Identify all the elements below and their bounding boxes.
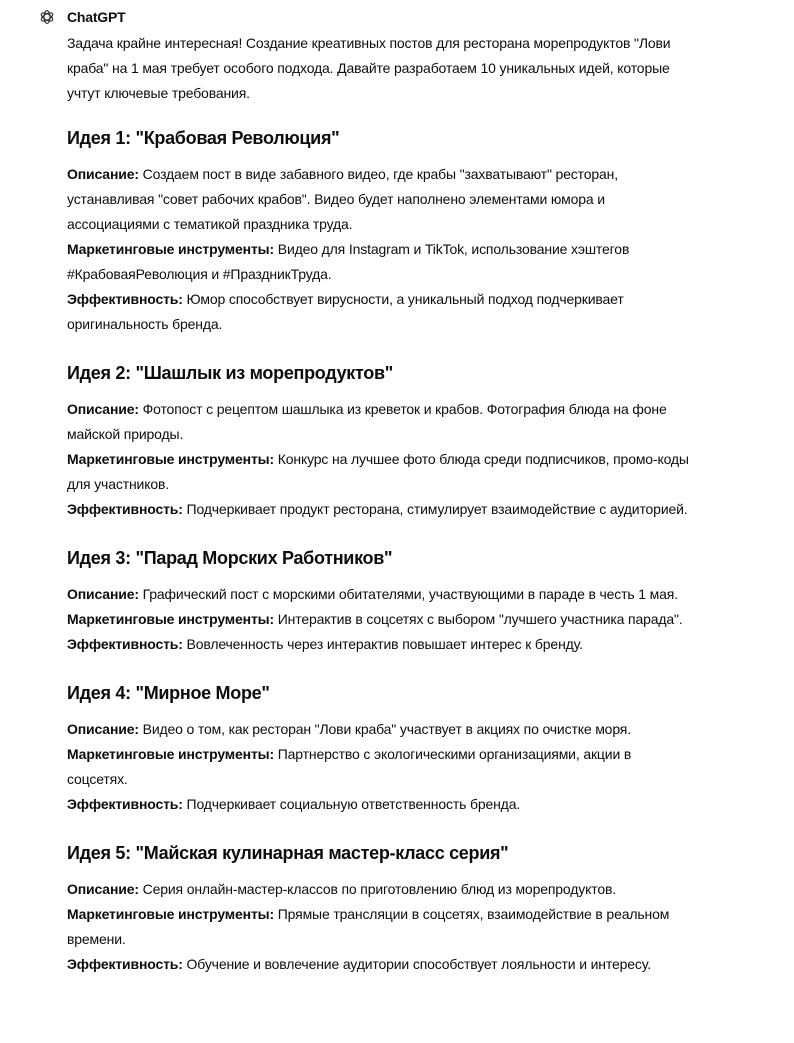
- idea-description: [67, 162, 695, 237]
- marketing-label: Маркетинговые инструменты: [67, 241, 270, 257]
- chatgpt-logo-icon: [38, 8, 56, 26]
- idea-effectiveness: [67, 287, 695, 337]
- label-colon: :: [134, 586, 139, 602]
- marketing-label: Маркетинговые инструменты: [67, 906, 270, 922]
- label-colon: :: [178, 796, 183, 812]
- effectiveness-text: Подчеркивает социальную ответственность бренда.: [186, 796, 521, 812]
- idea-title: Идея 4: "Мирное Море": [67, 683, 270, 703]
- label-colon: :: [178, 956, 183, 972]
- idea-description: [67, 717, 695, 742]
- label-colon: :: [134, 166, 139, 182]
- label-colon: :: [178, 501, 183, 517]
- label-colon: :: [269, 611, 274, 627]
- effectiveness-text: Подчеркивает продукт ресторана, стимулирует взаимодействие с аудиторией.: [186, 501, 688, 517]
- effectiveness-label: Эффективность: [67, 291, 179, 307]
- effectiveness-label: Эффективность: [67, 956, 179, 972]
- idea-marketing: [67, 447, 695, 497]
- marketing-label: Маркетинговые инструменты: [67, 611, 270, 627]
- idea-title: Идея 3: "Парад Морских Работников": [67, 548, 393, 568]
- marketing-text: Партнерство с экологическими организациями, акции в соцсетях.: [67, 746, 632, 787]
- idea-marketing: [67, 607, 695, 632]
- marketing-text: Конкурс на лучшее фото блюда среди подписчиков, промо-коды для участников.: [67, 451, 689, 492]
- label-colon: :: [178, 636, 183, 652]
- author-name: ChatGPT: [67, 9, 126, 25]
- label-colon: :: [134, 401, 139, 417]
- idea-title: Идея 1: "Крабовая Революция": [67, 128, 340, 148]
- intro-paragraph: Задача крайне интересная! Создание креативных постов для ресторана морепродуктов "Лови краба" на 1 мая требует особого подхода. Давайте разработаем 10 уникальных идей, которые учтут ключевые требования.: [67, 35, 671, 101]
- description-text: Фотопост с рецептом шашлыка из креветок и крабов. Фотография блюда на фоне майской природы.: [67, 401, 667, 442]
- message-content: [67, 31, 695, 977]
- idea-section: [67, 679, 695, 817]
- effectiveness-label: Эффективность: [67, 796, 179, 812]
- idea-section: [67, 839, 695, 977]
- effectiveness-label: Эффективность: [67, 501, 179, 517]
- effectiveness-label: Эффективность: [67, 636, 179, 652]
- description-label: Описание: [67, 166, 135, 182]
- idea-marketing: [67, 742, 695, 792]
- description-text: Видео о том, как ресторан "Лови краба" участвует в акциях по очистке моря.: [142, 721, 631, 737]
- idea-effectiveness: [67, 952, 695, 977]
- idea-description: [67, 397, 695, 447]
- marketing-text: Видео для Instagram и TikTok, использование хэштегов #КрабоваяРеволюция и #ПраздникТруда.: [67, 241, 630, 282]
- idea-effectiveness: [67, 792, 695, 817]
- label-colon: :: [134, 721, 139, 737]
- description-label: Описание: [67, 881, 135, 897]
- label-colon: :: [134, 881, 139, 897]
- effectiveness-text: Юмор способствует вирусности, а уникальный подход подчеркивает оригинальность бренда.: [67, 291, 624, 332]
- effectiveness-text: Обучение и вовлечение аудитории способствует лояльности и интересу.: [186, 956, 651, 972]
- idea-section: [67, 359, 695, 522]
- idea-marketing: [67, 237, 695, 287]
- description-text: Серия онлайн-мастер-классов по приготовлению блюд из морепродуктов.: [142, 881, 617, 897]
- description-label: Описание: [67, 401, 135, 417]
- idea-effectiveness: [67, 497, 695, 522]
- idea-description: [67, 582, 695, 607]
- effectiveness-text: Вовлеченность через интерактив повышает интерес к бренду.: [186, 636, 583, 652]
- description-label: Описание: [67, 721, 135, 737]
- marketing-label: Маркетинговые инструменты: [67, 451, 270, 467]
- idea-effectiveness: [67, 632, 695, 657]
- idea-title: Идея 5: "Майская кулинарная мастер-класс серия": [67, 843, 509, 863]
- marketing-text: Интерактив в соцсетях с выбором "лучшего участника парада".: [277, 611, 683, 627]
- idea-section: [67, 124, 695, 337]
- label-colon: :: [269, 746, 274, 762]
- description-text: Создаем пост в виде забавного видео, где крабы "захватывают" ресторан, устанавливая "совет рабочих крабов". Видео будет наполнено элементами юмора и ассоциациями с тематикой праздника труда.: [67, 166, 618, 232]
- label-colon: :: [178, 291, 183, 307]
- marketing-text: Прямые трансляции в соцсетях, взаимодействие в реальном времени.: [67, 906, 670, 947]
- description-label: Описание: [67, 586, 135, 602]
- description-text: Графический пост с морскими обитателями, участвующими в параде в честь 1 мая.: [142, 586, 678, 602]
- idea-description: [67, 877, 695, 902]
- label-colon: :: [269, 906, 274, 922]
- marketing-label: Маркетинговые инструменты: [67, 746, 270, 762]
- label-colon: :: [269, 241, 274, 257]
- idea-title: Идея 2: "Шашлык из морепродуктов": [67, 363, 393, 383]
- label-colon: :: [269, 451, 274, 467]
- idea-section: [67, 544, 695, 657]
- idea-marketing: [67, 902, 695, 952]
- message-header: [38, 8, 126, 26]
